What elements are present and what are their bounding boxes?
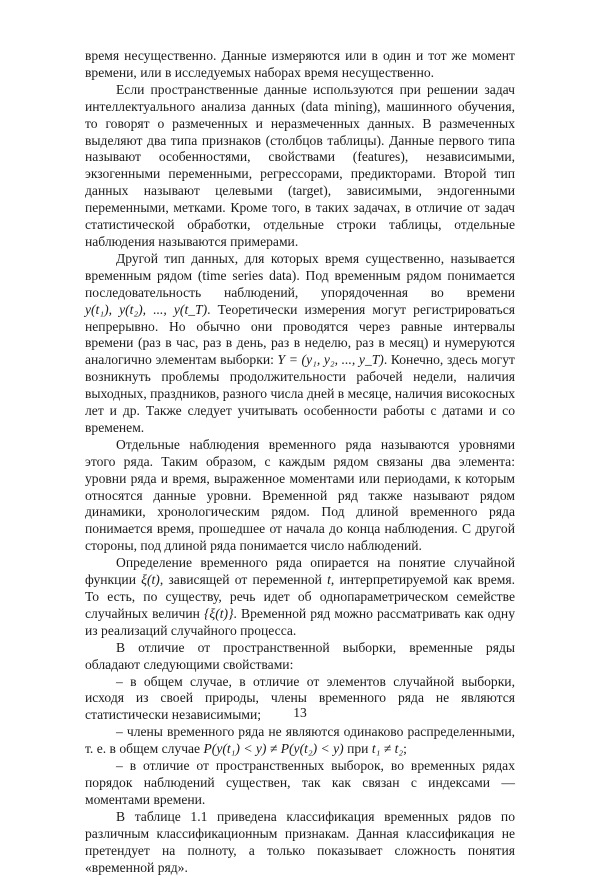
- text-run: при: [343, 741, 372, 757]
- text-run: ;: [403, 741, 407, 757]
- text-run: , зависящей от переменной: [159, 572, 328, 588]
- text-run: . Конечно, здесь могут возникнуть проблемы продолжительности рабочей недели, наличия выходных, праздников, разного числа дней в месяце, наличия високосных лет и др. Также следует учитывать особенности работы с датами и со временем.: [85, 352, 515, 435]
- formula-probability-inequality: P(y(t₁) < y) ≠ P(y(t₂) < y): [203, 741, 344, 757]
- formula-time-inequality: t₁ ≠ t₂: [371, 741, 404, 757]
- paragraph-table-reference: В таблице 1.1 приведена классификация временных рядов по различным классификационным признакам. Данная классификация не претендует на полноту, а только показывает сложность понятия «временной ряд».: [85, 808, 515, 875]
- text-run: . Теоретически измерения могут регистрироваться непрерывно. Но обычно они проводятся через равные интервалы времени (раз в час, раз в день, раз в неделю, раз в месяц) и нумеруются аналогично элементам выборки:: [85, 301, 515, 368]
- formula-variable-t: t: [327, 572, 331, 588]
- text-run: , интерпретируемой как время. То есть, по существу, речь идет об однопараметрическом семействе случайных величин: [85, 572, 516, 621]
- text-run: – члены временного ряда не являются одинаково распределенными, т. е. в общем случае: [85, 724, 515, 757]
- formula-random-function: ξ(t): [141, 572, 160, 588]
- formula-observation-sequence: y(t₁), y(t₂), ..., y(t_T): [85, 301, 208, 317]
- formula-random-family: {ξ(t)}: [204, 605, 234, 621]
- text-run: Другой тип данных, для которых время существенно, называется временным рядом (time series data). Под временным рядом понимается последовательность наблюдений, упорядоченная во времени: [85, 250, 515, 300]
- paragraph-properties-intro: В отличие от пространственной выборки, временные ряды обладают следующими свойствами:: [85, 639, 515, 672]
- list-item-dependence: – в общем случае, в отличие от элементов случайной выборки, исходя из своей природы, члены временного ряда не являются статистически независимыми;: [85, 673, 515, 723]
- page-body: [85, 48, 515, 876]
- list-item-distribution: [85, 724, 515, 758]
- paragraph-continuation: время несущественно. Данные измеряются или в один и тот же момент времени, или в исследуемых наборах время несущественно.: [85, 48, 515, 80]
- paragraph-labeled-data: Если пространственные данные используются при решении задач интеллектуального анализа данных (data mining), машинного обучения, то говорят о размеченных и неразмеченных данных. В размеченных выделяют два типа признаков (столбцов таблицы). Данные первого типа называют особенностями, свойствами (features), независимыми, экзогенными переменными, регрессорами, предикторами. Второй тип данных называют целевыми (target), зависимыми, эндогенными переменными, метками. Кроме того, в таких задачах, в отличие от задач статистической обработки, отдельные строки таблицы, отдельные наблюдения называются примерами.: [85, 81, 515, 249]
- page-number: 13: [293, 705, 307, 720]
- paragraph-random-function: [85, 555, 515, 640]
- paragraph-time-series-definition: [85, 251, 515, 437]
- text-run: . Временной ряд можно рассматривать как одну из реализаций случайного процесса.: [85, 605, 515, 638]
- text-run: Определение временного ряда опирается на понятие случайной функции: [85, 555, 515, 588]
- list-item-order: – в отличие от пространственных выборок, во временных рядах порядок наблюдений существен, так как связан с индексами — моментами времени.: [85, 758, 515, 807]
- formula-sample-vector: Y = (y₁, y₂, ..., y_T): [277, 352, 384, 368]
- paragraph-levels: Отдельные наблюдения временного ряда называются уровнями этого ряда. Таким образом, с каждым рядом связаны два элемента: уровни ряда и время, выраженное моментами или периодами, к которым относятся данные уровни. Временной ряд также называют рядом динамики, хронологическим рядом. Под длиной временного ряда понимается время, прошедшее от начала до конца наблюдения. С другой стороны, под длиной ряда понимается число наблюдений.: [85, 436, 515, 554]
